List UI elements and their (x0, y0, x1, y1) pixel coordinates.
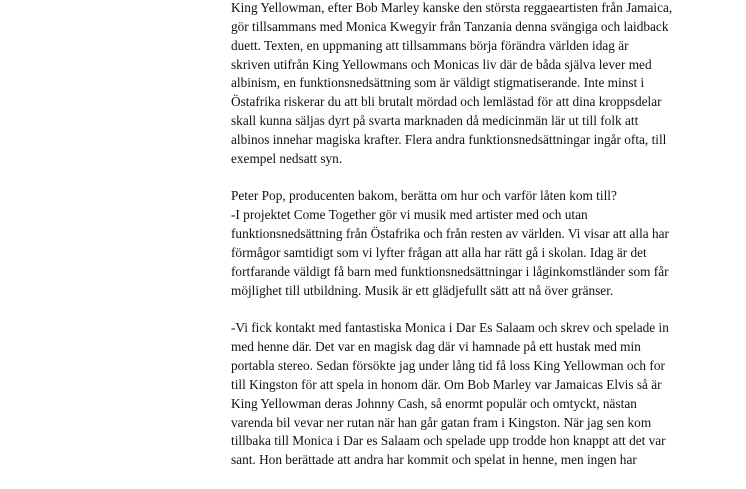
paragraph-intro (231, 0, 701, 169)
text-line: Peter Pop, producenten bakom, berätta om hur och varför låten kom till? (231, 188, 617, 204)
text-line: duett. Texten, en uppmaning att tillsammans börja förändra världen idag är (231, 37, 629, 53)
text-line: till Kingston för att spela in honom där. Om Bob Marley var Jamaicas Elvis så är (231, 376, 662, 392)
text-line: albinism, en funktionsnedsättning som är väldigt stigmatiserande. Inte minst i (231, 75, 645, 91)
text-line: portabla stereo. Sedan försökte jag under lång tid få loss King Yellowman och for (231, 358, 665, 374)
paragraph-interview-answer (231, 319, 701, 470)
text-line: tillbaka till Monica i Dar es Salaam och spelade upp trodde hon knappt att det var (231, 433, 666, 449)
text-line: King Yellowman, efter Bob Marley kanske den största reggaeartisten från Jamaica, (231, 0, 673, 15)
text-line: skriven utifrån King Yellowmans och Monicas liv där de båda själva lever med (231, 56, 652, 72)
text-line: med henne där. Det var en magisk dag där vi hamnade på ett hustak med min (231, 339, 641, 355)
text-line: albinos innehar magiska krafter. Flera andra funktionsnedsättningar ingår ofta, till (231, 131, 667, 147)
text-line: King Yellowman deras Johnny Cash, så enormt populär och omtyckt, nästan (231, 395, 637, 411)
text-line: gör tillsammans med Monica Kwegyir från Tanzania denna svängiga och laidback (231, 18, 669, 34)
text-line: -I projektet Come Together gör vi musik med artister med och utan (231, 207, 588, 223)
text-line: sant. Hon berättade att andra har kommit och spelat in henne, men ingen har (231, 452, 637, 468)
text-line: Östafrika riskerar du att bli brutalt mördad och lemlästad för att dina kroppsdelar (231, 94, 662, 110)
text-line: -Vi fick kontakt med fantastiska Monica i Dar Es Salaam och skrev och spelade in (231, 320, 669, 336)
text-line: exempel nedsatt syn. (231, 150, 343, 166)
text-line: förmågor samtidigt som vi lyfter frågan att alla har rätt gå i skolan. Idag är det (231, 244, 647, 260)
text-line: möjlighet till utbildning. Musik är ett glädjefullt sätt att nå över gränser. (231, 282, 614, 298)
text-line: skall kunna säljas dyrt på svarta marknaden då medicinmän lär ut till folk att (231, 113, 639, 129)
text-line: funktionsnedsättning från Östafrika och från resten av världen. Vi visar att alla har (231, 226, 669, 242)
text-line: varenda bil vevar ner rutan när han går gatan fram i Kingston. När jag sen kom (231, 414, 652, 430)
paragraph-interview-question (231, 187, 701, 300)
text-line: fortfarande väldigt få barn med funktionsnedsättningar i låginkomstländer som får (231, 263, 669, 279)
article-body (231, 0, 701, 489)
